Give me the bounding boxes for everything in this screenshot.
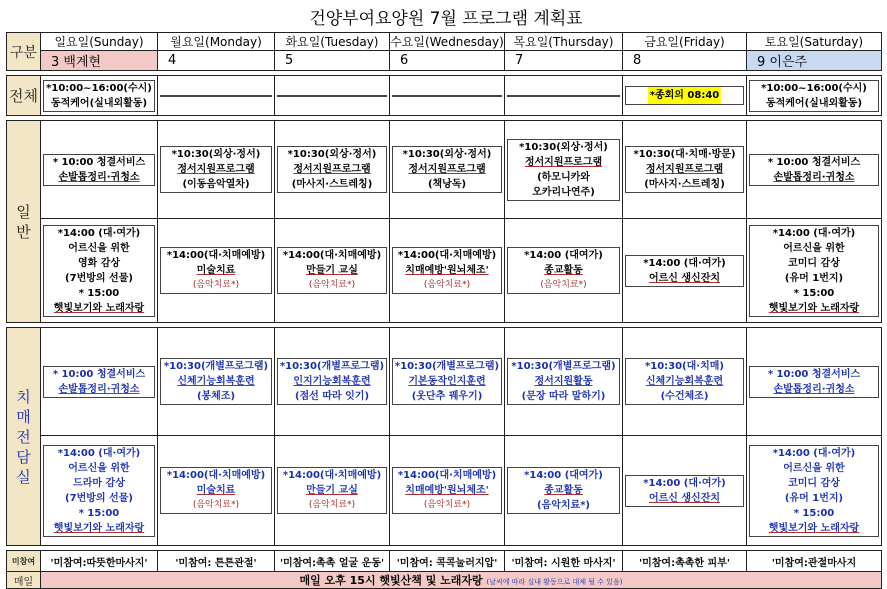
nonpart-saturday: '미참여:관절마사지 (747, 551, 882, 572)
date-saturday: 9 이은주 (747, 51, 882, 71)
nonpart-thursday: '미참여: 시원한 마사지' (505, 551, 623, 572)
nonpart-friday: '미참여:촉촉한 피부' (623, 551, 747, 572)
all-sunday: *10:00~16:00(수시) 동적케어(실내외활동) (41, 76, 158, 116)
general-am-sunday: * 10:00 청결서비스 손발톱정리·귀청소 (41, 121, 158, 219)
row-label-all: 전체 (7, 76, 41, 116)
dementia-am-wednesday: *10:30(개별프로그램) 기본동작인지훈련 (옷단추 꿰우기) (390, 328, 505, 436)
day-saturday: 토요일(Saturday) (747, 33, 882, 51)
program-table (6, 32, 882, 589)
dementia-am-saturday: * 10:00 청결서비스 손발톱정리·귀청소 (747, 328, 882, 436)
daily-note: (날씨에 따라 실내 활동으로 대체 될 수 있음) (486, 578, 623, 586)
page-title: 건양부여요양원 7월 프로그램 계획표 (309, 9, 583, 29)
nonpart-tuesday: '미참여:촉촉 얼굴 운동' (275, 551, 390, 572)
all-friday: *종회의 08:40 (623, 76, 747, 116)
dementia-pm-monday: *14:00(대·치매예방) 미술치료 (음악치료*) (158, 436, 275, 546)
all-tuesday (275, 76, 390, 116)
general-am-wednesday: *10:30(외상·정서) 정서지원프로그램 (책낭독) (390, 121, 505, 219)
nonpart-sunday: '미참여:따뜻한마사지' (41, 551, 158, 572)
general-pm-friday: *14:00 (대·여가) 어르신 생신잔치 (623, 219, 747, 323)
day-sunday: 일요일(Sunday) (41, 33, 158, 51)
row-label-dementia: 치 매 전 담 실 (7, 328, 41, 546)
daily-bar (41, 572, 882, 589)
dementia-am-monday: *10:30(개별프로그램) 신체기능회복훈련 (봉체조) (158, 328, 275, 436)
general-am-monday: *10:30(외상·정서) 정서지원프로그램 (이동음악열차) (158, 121, 275, 219)
dementia-pm-thursday: *14:00 (대여가) 종교활동 (음악치료*) (505, 436, 623, 546)
general-pm-saturday: *14:00 (대·여가) 어르신을 위한 코미디 감상 (유머 1번지) * 15:00 햇빛보기와 노래자랑 (747, 219, 882, 323)
date-sunday: 3 백계현 (41, 51, 158, 71)
date-friday: 8 (623, 51, 747, 71)
general-pm-wednesday: *14:00(대·치매예방) 치매예방'원뇌체조' (음악치료*) (390, 219, 505, 323)
general-pm-sunday: *14:00 (대·여가) 어르신을 위한 영화 감상 (7번방의 선물) * 15:00 햇빛보기와 노래자랑 (41, 219, 158, 323)
general-am-tuesday: *10:30(외상·정서) 정서지원프로그램 (마사지·스트레칭) (275, 121, 390, 219)
dementia-pm-sunday: *14:00 (대·여가) 어르신을 위한 드라마 감상 (7번방의 선물) * 15:00 햇빛보기와 노래자랑 (41, 436, 158, 546)
day-wednesday: 수요일(Wednesday) (390, 33, 505, 51)
day-tuesday: 화요일(Tuesday) (275, 33, 390, 51)
general-pm-monday: *14:00(대·치매예방) 미술치료 (음악치료*) (158, 219, 275, 323)
day-monday: 월요일(Monday) (158, 33, 275, 51)
dementia-pm-tuesday: *14:00(대·치매예방) 만들기 교실 (음악치료*) (275, 436, 390, 546)
all-saturday: *10:00~16:00(수시) 동적케어(실내외활동) (747, 76, 882, 116)
row-label-general: 일 반 (7, 121, 41, 323)
nonpart-monday: '미참여: 튼튼관절' (158, 551, 275, 572)
general-am-thursday: *10:30(외상·정서) 정서지원프로그램 (하모니카와 오카리나연주) (505, 121, 623, 219)
dementia-pm-saturday: *14:00 (대·여가) 어르신을 위한 코미디 감상 (유머 1번지) * 15:00 햇빛보기와 노래자랑 (747, 436, 882, 546)
dementia-pm-friday: *14:00 (대·여가) 어르신 생신잔치 (623, 436, 747, 546)
date-monday: 4 (158, 51, 275, 71)
general-am-friday: *10:30(대·치매·방문) 정서지원프로그램 (마사지·스트레칭) (623, 121, 747, 219)
general-pm-thursday: *14:00 (대여가) 종교활동 (음악치료*) (505, 219, 623, 323)
date-tuesday: 5 (275, 51, 390, 71)
dementia-am-sunday: * 10:00 청결서비스 손발톱정리·귀청소 (41, 328, 158, 436)
all-thursday (505, 76, 623, 116)
daily-text: 매일 오후 15시 햇빛산책 및 노래자랑 (299, 574, 483, 587)
nonpart-wednesday: '미참여: 콕콕눌러지압' (390, 551, 505, 572)
general-am-saturday: * 10:00 청결서비스 손발톱정리·귀청소 (747, 121, 882, 219)
all-wednesday (390, 76, 505, 116)
schedule-sheet (6, 5, 881, 588)
dementia-pm-wednesday: *14:00(대·치매예방) 치매예방'원뇌체조' (음악치료*) (390, 436, 505, 546)
general-pm-tuesday: *14:00(대·치매예방) 만들기 교실 (음악치료*) (275, 219, 390, 323)
date-thursday: 7 (505, 51, 623, 71)
dementia-am-friday: *10:30(대·치매) 신체기능회복훈련 (수건체조) (623, 328, 747, 436)
date-wednesday: 6 (390, 51, 505, 71)
row-label-daily: 매일 (7, 572, 41, 589)
dementia-am-tuesday: *10:30(개별프로그램) 인지기능회복훈련 (점선 따라 잇기) (275, 328, 390, 436)
day-friday: 금요일(Friday) (623, 33, 747, 51)
all-monday (158, 76, 275, 116)
day-thursday: 목요일(Thursday) (505, 33, 623, 51)
header-label-gubun: 구분 (7, 33, 41, 71)
row-label-nonpart: 미참여 (7, 551, 41, 572)
dementia-am-thursday: *10:30(개별프로그램) 정서지원활동 (문장 따라 말하기) (505, 328, 623, 436)
